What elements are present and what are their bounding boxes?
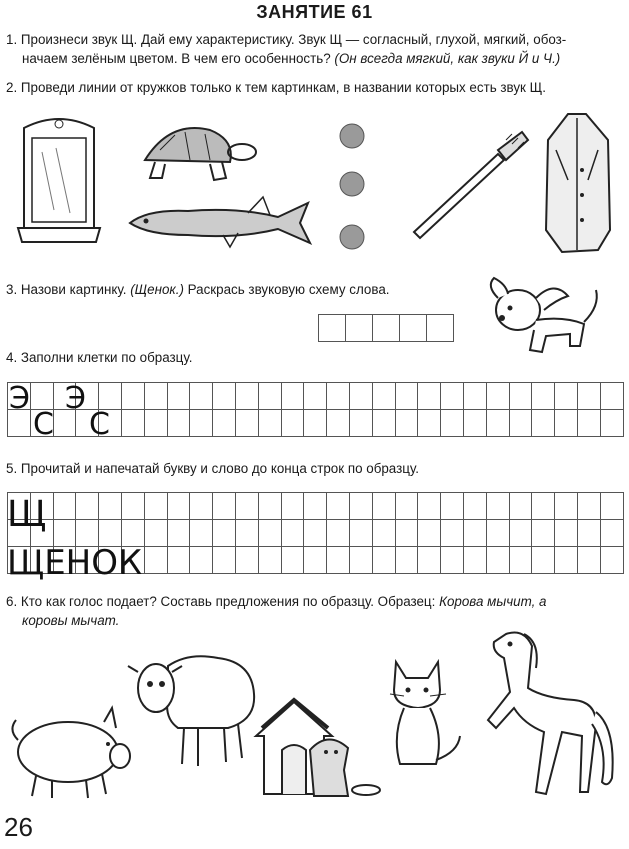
grid-cell[interactable] <box>509 493 532 520</box>
grid-cell[interactable] <box>190 520 213 547</box>
grid-cell[interactable] <box>281 493 304 520</box>
grid-cell[interactable] <box>486 383 509 410</box>
grid-cell[interactable] <box>258 493 281 520</box>
task-6-line-1 <box>6 592 626 611</box>
task-1-line-2 <box>6 49 626 68</box>
horse-picture <box>484 628 619 803</box>
dog-in-kennel-picture <box>252 700 382 800</box>
grid-cell[interactable] <box>509 520 532 547</box>
grid-cell[interactable] <box>372 520 395 547</box>
grid-cell[interactable] <box>327 410 350 437</box>
grid-cell[interactable] <box>235 383 258 410</box>
task-6-instruction: 6. Кто как голос подает? Составь предложения по образцу. Образец: <box>6 594 436 609</box>
grid-cell[interactable] <box>395 410 418 437</box>
grid-cell[interactable] <box>349 410 372 437</box>
scheme-cell[interactable] <box>373 315 400 342</box>
task-1-answer: (Он всегда мягкий, как звуки Й и Ч.) <box>334 51 561 66</box>
sound-scheme <box>318 314 454 342</box>
sample-word: ЩЕНОК <box>7 543 143 583</box>
grid-cell[interactable] <box>532 493 555 520</box>
grid-cell[interactable] <box>213 493 236 520</box>
grid-cell[interactable] <box>144 383 167 410</box>
grid-cell[interactable] <box>235 493 258 520</box>
grid-cell[interactable] <box>349 547 372 574</box>
grid-cell[interactable] <box>395 547 418 574</box>
sample-glyph: Э <box>9 381 30 416</box>
task-4-text: 4. Заполни клетки по образцу. <box>6 350 193 365</box>
grid-cell[interactable] <box>600 547 623 574</box>
task-3-instruction-2: Раскрась звуковую схему слова. <box>187 282 390 297</box>
grid-cell[interactable] <box>532 383 555 410</box>
grid-cell[interactable] <box>372 383 395 410</box>
grid-cell[interactable] <box>213 383 236 410</box>
grid-cell[interactable] <box>395 520 418 547</box>
grid-cell[interactable] <box>144 410 167 437</box>
grid-cell[interactable] <box>349 520 372 547</box>
grid-cell[interactable] <box>281 383 304 410</box>
grid-cell[interactable] <box>555 493 578 520</box>
grid-cell[interactable] <box>418 383 441 410</box>
puppy-picture <box>484 276 609 358</box>
choice-circles <box>336 122 370 252</box>
sample-glyph: Э <box>65 381 86 416</box>
task-3-instruction: 3. Назови картинку. <box>6 282 127 297</box>
grid-cell[interactable] <box>190 493 213 520</box>
grid-cell[interactable] <box>418 493 441 520</box>
grid-cell[interactable] <box>577 493 600 520</box>
sample-letter: Щ <box>7 494 47 535</box>
task-6-sample-start: Корова мычит, а <box>439 594 547 609</box>
grid-cell[interactable] <box>532 547 555 574</box>
grid-cell[interactable] <box>486 410 509 437</box>
grid-cell[interactable] <box>258 410 281 437</box>
grid-cell[interactable] <box>121 410 144 437</box>
grid-cell[interactable] <box>600 520 623 547</box>
grid-cell[interactable] <box>463 383 486 410</box>
choice-circle-2[interactable] <box>340 172 364 196</box>
grid-cell[interactable] <box>258 383 281 410</box>
grid-cell[interactable] <box>509 410 532 437</box>
grid-cell[interactable] <box>441 493 464 520</box>
grid-cell[interactable] <box>235 410 258 437</box>
page-number: 26 <box>4 812 33 842</box>
grid-cell[interactable] <box>327 547 350 574</box>
sound-scheme-grid <box>318 314 454 342</box>
grid-cell[interactable] <box>121 383 144 410</box>
grid-cell[interactable] <box>555 547 578 574</box>
grid-cell[interactable] <box>167 410 190 437</box>
grid-cell[interactable] <box>577 520 600 547</box>
grid-cell[interactable] <box>532 520 555 547</box>
pig-picture <box>8 700 138 800</box>
grid-cell[interactable] <box>441 383 464 410</box>
grid-cell[interactable] <box>167 520 190 547</box>
grid-cell[interactable] <box>555 520 578 547</box>
grid-cell[interactable] <box>395 493 418 520</box>
grid-cell[interactable] <box>418 547 441 574</box>
toothbrush-picture <box>406 130 531 240</box>
grid-cell[interactable] <box>327 383 350 410</box>
grid-cell[interactable] <box>327 520 350 547</box>
grid-cell[interactable] <box>167 493 190 520</box>
grid-cell[interactable] <box>532 410 555 437</box>
task-6-sample-end: коровы мычат. <box>22 613 120 628</box>
grid-cell[interactable] <box>235 520 258 547</box>
task-5-sample <box>7 492 167 582</box>
grid-cell[interactable] <box>395 383 418 410</box>
grid-cell[interactable] <box>486 547 509 574</box>
coat-picture <box>538 110 616 260</box>
grid-cell[interactable] <box>167 547 190 574</box>
grid-cell[interactable] <box>304 493 327 520</box>
grid-cell[interactable] <box>372 547 395 574</box>
grid-cell[interactable] <box>463 410 486 437</box>
grid-cell[interactable] <box>281 547 304 574</box>
scheme-cell[interactable] <box>427 315 454 342</box>
grid-cell[interactable] <box>167 383 190 410</box>
grid-cell[interactable] <box>577 547 600 574</box>
cat-picture <box>384 656 464 776</box>
grid-cell[interactable] <box>258 520 281 547</box>
task-3-text <box>6 280 476 299</box>
turtle-picture <box>130 120 260 190</box>
grid-cell[interactable] <box>486 520 509 547</box>
sample-glyph: С <box>89 407 110 442</box>
grid-cell[interactable] <box>372 493 395 520</box>
grid-cell[interactable] <box>281 410 304 437</box>
grid-cell[interactable] <box>577 410 600 437</box>
scheme-cell[interactable] <box>400 315 427 342</box>
grid-cell[interactable] <box>600 410 623 437</box>
grid-cell[interactable] <box>258 547 281 574</box>
grid-cell[interactable] <box>349 383 372 410</box>
choice-circle-3[interactable] <box>340 225 364 249</box>
grid-cell[interactable] <box>304 383 327 410</box>
task-6-text <box>6 592 626 630</box>
grid-cell[interactable] <box>577 383 600 410</box>
grid-cell[interactable] <box>213 410 236 437</box>
grid-cell[interactable] <box>213 520 236 547</box>
pike-fish-picture <box>128 195 313 250</box>
grid-cell[interactable] <box>281 520 304 547</box>
grid-cell[interactable] <box>555 383 578 410</box>
grid-cell[interactable] <box>509 547 532 574</box>
grid-cell[interactable] <box>190 547 213 574</box>
grid-cell[interactable] <box>235 547 258 574</box>
grid-cell[interactable] <box>349 493 372 520</box>
grid-cell[interactable] <box>463 547 486 574</box>
grid-cell[interactable] <box>327 493 350 520</box>
choice-circle-1[interactable] <box>340 124 364 148</box>
grid-cell[interactable] <box>600 383 623 410</box>
grid-cell[interactable] <box>304 520 327 547</box>
grid-cell[interactable] <box>190 383 213 410</box>
grid-cell[interactable] <box>441 410 464 437</box>
grid-cell[interactable] <box>418 520 441 547</box>
task-4-sample <box>7 381 117 442</box>
task-1-line-1: 1. Произнеси звук Щ. Дай ему характеристику. Звук Щ — согласный, глухой, мягкий, обоз- <box>6 32 567 47</box>
task-1 <box>6 30 626 68</box>
grid-cell[interactable] <box>304 547 327 574</box>
scheme-cell[interactable] <box>319 315 346 342</box>
grid-cell[interactable] <box>441 547 464 574</box>
lesson-title: ЗАНЯТИЕ 61 <box>256 2 373 22</box>
grid-cell[interactable] <box>418 410 441 437</box>
task-3-answer: (Щенок.) <box>130 282 184 297</box>
grid-cell[interactable] <box>372 410 395 437</box>
task-1-question: начаем зелёным цветом. В чем его особенность? <box>22 51 331 66</box>
grid-cell[interactable] <box>463 493 486 520</box>
task-2-text: 2. Проведи линии от кружков только к тем картинкам, в названии которых есть звук Щ. <box>6 80 546 95</box>
grid-cell[interactable] <box>463 520 486 547</box>
grid-cell[interactable] <box>441 520 464 547</box>
scheme-cell[interactable] <box>346 315 373 342</box>
task-5-text: 5. Прочитай и напечатай букву и слово до конца строк по образцу. <box>6 461 419 476</box>
grid-cell[interactable] <box>509 383 532 410</box>
grid-cell[interactable] <box>486 493 509 520</box>
grid-cell[interactable] <box>555 410 578 437</box>
grid-cell[interactable] <box>190 410 213 437</box>
sheep-picture <box>128 648 263 768</box>
grid-cell[interactable] <box>304 410 327 437</box>
grid-cell[interactable] <box>600 493 623 520</box>
grid-cell[interactable] <box>213 547 236 574</box>
sample-glyph: С <box>33 407 54 442</box>
mirror-picture <box>14 118 104 250</box>
